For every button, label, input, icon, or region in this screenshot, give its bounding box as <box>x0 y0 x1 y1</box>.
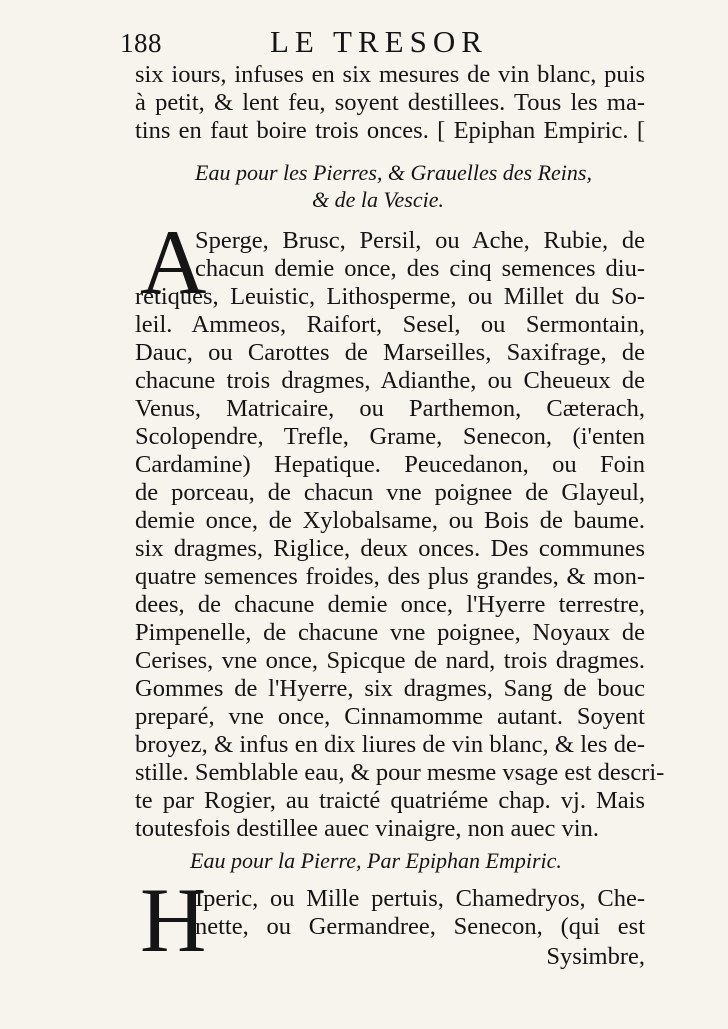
text-line: de porceau, de chacun vne poignee de Glayeul, <box>135 479 645 506</box>
text-line: six dragmes, Riglice, deux onces. Des communes <box>135 535 645 562</box>
text-line: te par Rogier, au traicté quatriéme chap. vj. Mais <box>135 787 645 814</box>
text-line: Pimpenelle, de chacune vne poignee, Noyaux de <box>135 619 645 646</box>
text-line: retiques, Leuistic, Lithosperme, ou Millet du So- <box>135 283 645 310</box>
text-line: chacune trois dragmes, Adianthe, ou Cheueux de <box>135 367 645 394</box>
section-title: & de la Vescie. <box>312 187 444 212</box>
text-line: Gommes de l'Hyerre, six dragmes, Sang de bouc <box>135 675 645 702</box>
running-title: LE TRESOR <box>270 24 488 59</box>
text-line: Sperge, Brusc, Persil, ou Ache, Rubie, de <box>195 227 645 254</box>
page-number: 188 <box>120 28 162 58</box>
catchword: Sysimbre, <box>546 943 645 970</box>
text-line: Cerises, vne once, Spicque de nard, trois dragmes. <box>135 647 645 674</box>
section-title: Eau pour les Pierres, & Grauelles des Reins, <box>195 160 592 185</box>
text-line: à petit, & lent feu, soyent destillees. Tous les ma- <box>135 89 645 116</box>
text-line: Iperic, ou Mille pertuis, Chamedryos, Che- <box>195 885 645 912</box>
text-line: broyez, & infus en dix liures de vin blanc, & les de- <box>135 731 645 758</box>
page-header <box>120 24 640 64</box>
text-line: chacun demie once, des cinq semences diu- <box>195 255 645 282</box>
text-line: Cardamine) Hepatique. Peucedanon, ou Foin <box>135 451 645 478</box>
text-line: leil. Ammeos, Raifort, Sesel, ou Sermontain, <box>135 311 645 338</box>
text-line: stille. Semblable eau, & pour mesme vsage est descri- <box>135 759 665 786</box>
drop-cap: A <box>140 211 207 313</box>
text-line: toutesfois destillee auec vinaigre, non auec vin. <box>135 815 599 842</box>
text-line: preparé, vne once, Cinnamomme autant. Soyent <box>135 703 645 730</box>
text-line: nette, ou Germandree, Senecon, (qui est <box>195 913 645 940</box>
text-line: dees, de chacune demie once, l'Hyerre terrestre, <box>135 591 645 618</box>
text-line: six iours, infuses en six mesures de vin blanc, puis <box>135 61 645 88</box>
text-line: Venus, Matricaire, ou Parthemon, Cæterach, <box>135 395 645 422</box>
text-line: Scolopendre, Trefle, Grame, Senecon, (i'enten <box>135 423 645 450</box>
text-line: Dauc, ou Carottes de Marseilles, Saxifrage, de <box>135 339 645 366</box>
section-title: Eau pour la Pierre, Par Epiphan Empiric. <box>190 848 562 873</box>
text-line: demie once, de Xylobalsame, ou Bois de baume. <box>135 507 645 534</box>
drop-cap: H <box>140 869 207 971</box>
text-line: quatre semences froides, des plus grandes, & mon- <box>135 563 645 590</box>
text-line: tins en faut boire trois onces. [ Epiphan Empiric. [ <box>135 117 645 144</box>
